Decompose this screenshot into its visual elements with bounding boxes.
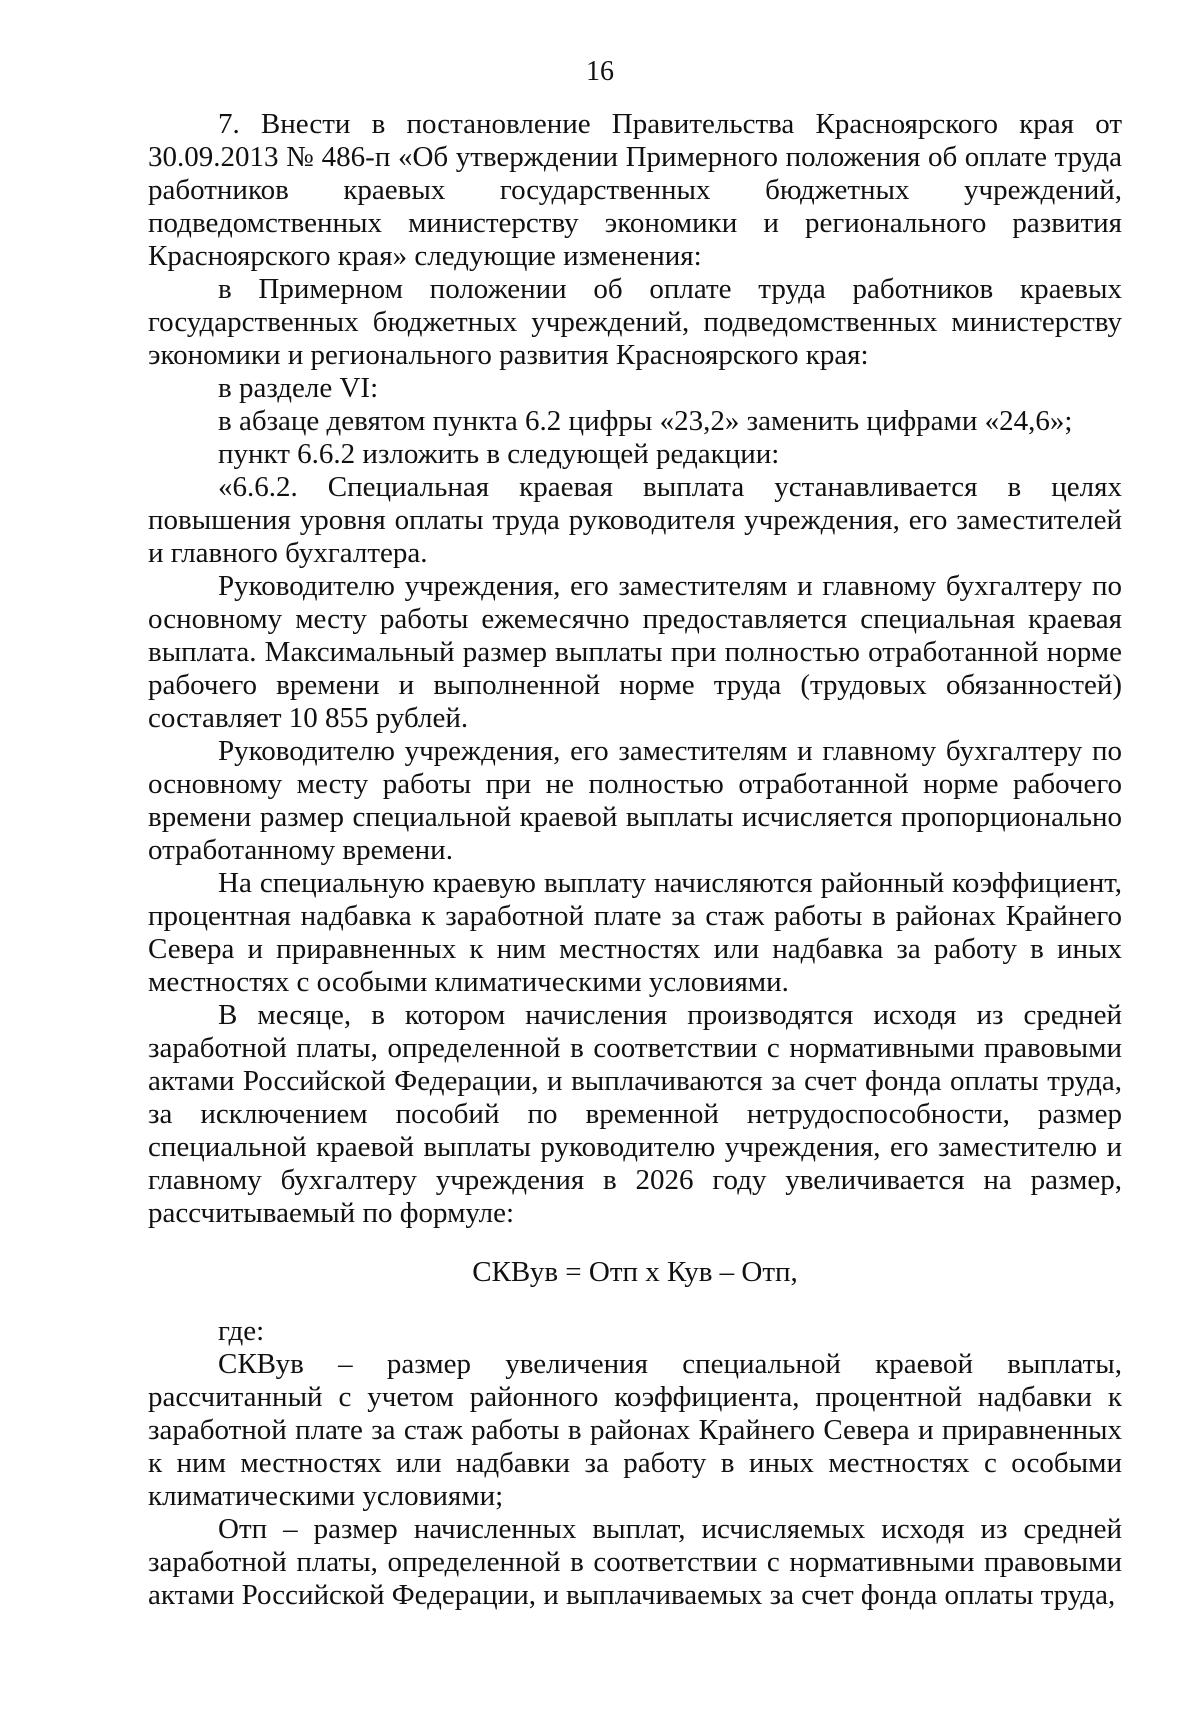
paragraph-new-wording: пункт 6.6.2 изложить в следующей редакции:: [218, 438, 780, 470]
definition-skvuv: СКВув – размер увеличения специальной краевой выплаты, рассчитанный с учетом районного коэффициента, процентной надбавки к заработной плате за стаж работы в районах Крайнего Севера и приравненных к ним местностях или надбавки за работу в иных местностях с особыми климатическими условиями;: [148, 1348, 1122, 1512]
paragraph-section-ref: в разделе VI:: [218, 372, 379, 404]
page-number: 16: [586, 56, 614, 87]
paragraph-figure-replacement: в абзаце девятом пункта 6.2 цифры «23,2» заменить цифрами «24,6»;: [218, 405, 1073, 437]
paragraph-amendment-intro: 7. Внести в постановление Правительства Красноярского края от 30.09.2013 № 486-п «Об утверждении Примерного положения об оплате труда работников краевых государственных бюджетных учреждений, подведомственных министерству экономики и регионального развития Красноярского края» следующие изменения:: [148, 108, 1122, 272]
paragraph-6-6-2: «6.6.2. Специальная краевая выплата устанавливается в целях повышения уровня оплаты труда руководителя учреждения, его заместителей и главного бухгалтера.: [148, 471, 1122, 569]
paragraph-regulation-scope: в Примерном положении об оплате труда работников краевых государственных бюджетных учреждений, подведомственных министерству экономики и регионального развития Красноярского края:: [148, 273, 1122, 371]
formula: СКВув = Отп х Кув – Отп,: [472, 1256, 798, 1288]
document-body: [148, 108, 1122, 1612]
paragraph-proportional-payment: Руководителю учреждения, его заместителям и главному бухгалтеру по основному месту работы при не полностью отработанной норме рабочего времени размер специальной краевой выплаты исчисляется пропорционально отработанному времени.: [148, 735, 1122, 866]
paragraph-increase-2026: В месяце, в котором начисления производятся исходя из средней заработной платы, определенной в соответствии с нормативными правовыми актами Российской Федерации, и выплачиваются за счет фонда оплаты труда, за исключением пособий по временной нетрудоспособности, размер специальной краевой выплаты руководителю учреждения, его заместителю и главному бухгалтеру учреждения в 2026 году увеличивается на размер, рассчитываемый по формуле:: [148, 999, 1122, 1229]
paragraph-where: где:: [218, 1315, 265, 1347]
paragraph-monthly-payment: Руководителю учреждения, его заместителям и главному бухгалтеру по основному месту работы ежемесячно предоставляется специальная краевая выплата. Максимальный размер выплаты при полностью отработанной норме рабочего времени и выполненной норме труда (трудовых обязанностей) составляет 10 855 рублей.: [148, 570, 1122, 734]
definition-otp: Отп – размер начисленных выплат, исчисляемых исходя из средней заработной платы, определенной в соответствии с нормативными правовыми актами Российской Федерации, и выплачиваемых за счет фонда оплаты труда,: [148, 1513, 1122, 1611]
paragraph-regional-coefficient: На специальную краевую выплату начисляются районный коэффициент, процентная надбавка к заработной плате за стаж работы в районах Крайнего Севера и приравненных к ним местностях или надбавка за работу в иных местностях с особыми климатическими условиями.: [148, 867, 1122, 998]
